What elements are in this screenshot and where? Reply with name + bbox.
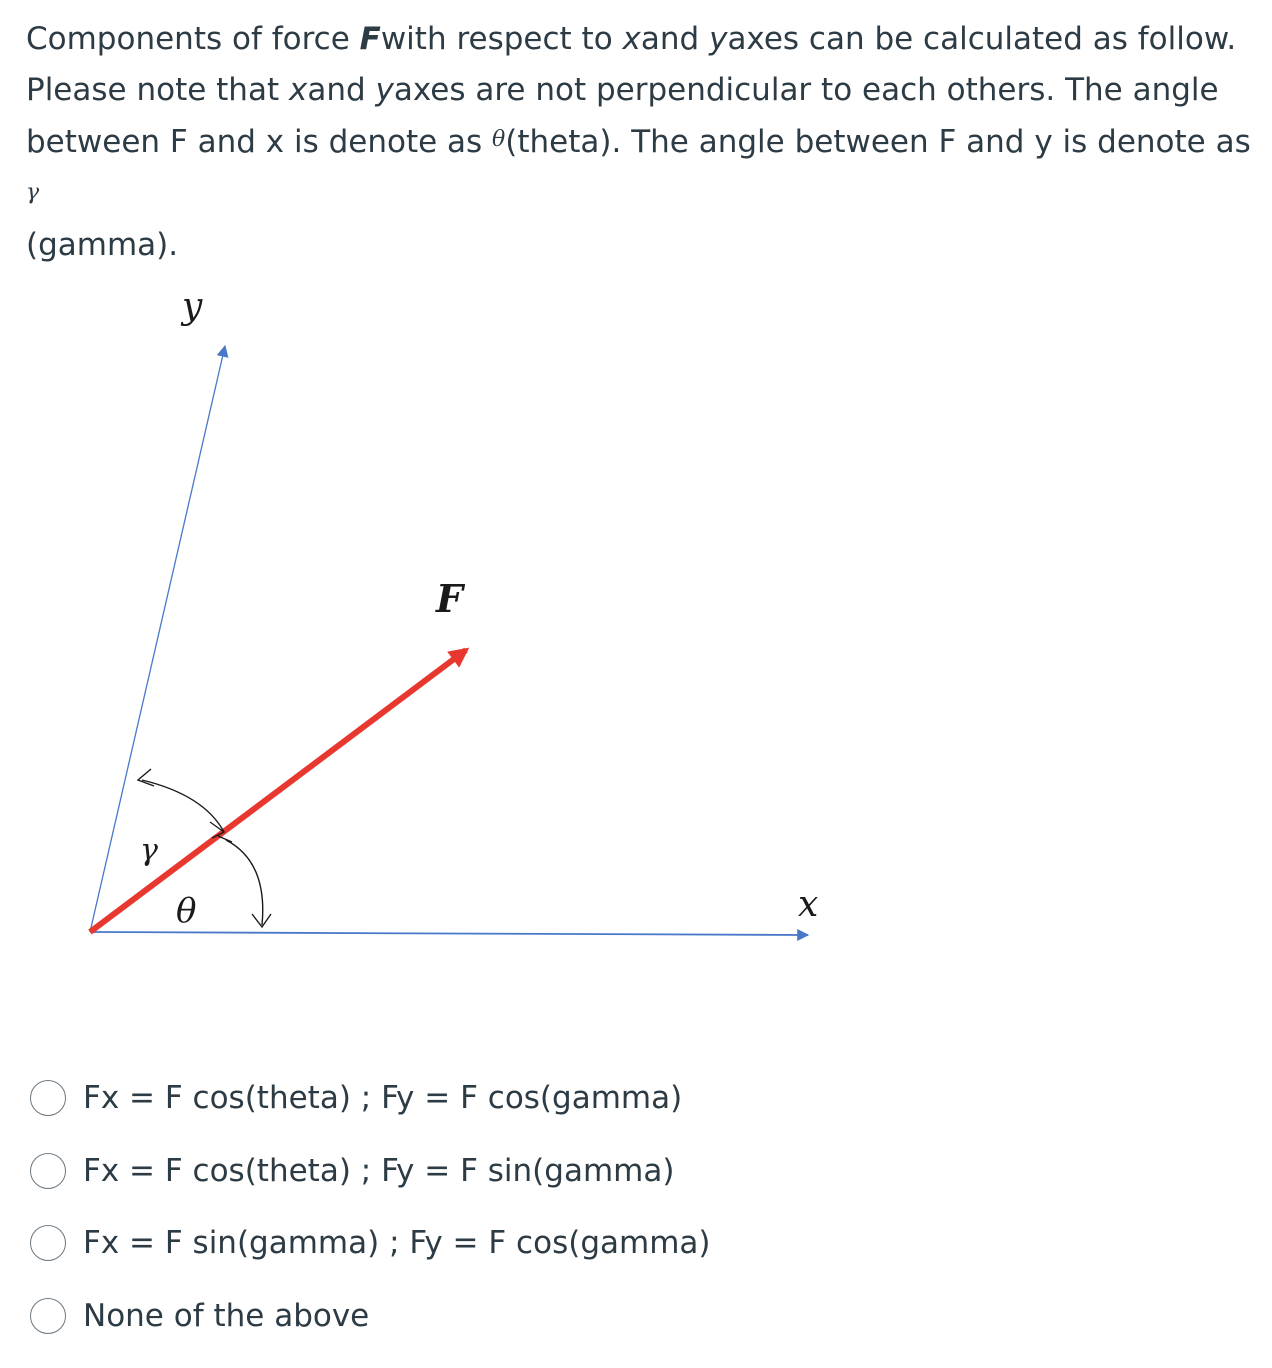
force-vector: [90, 650, 466, 932]
y-variable: y: [375, 71, 394, 108]
answer-option[interactable]: [30, 1207, 710, 1280]
gamma-label: γ: [140, 833, 158, 868]
force-label: F: [436, 576, 463, 621]
gamma-arrowhead: [138, 769, 154, 786]
theta-arc-tick: [218, 836, 232, 842]
theta-arc: [226, 840, 263, 925]
x-variable: x: [288, 71, 308, 108]
y-variable: y: [709, 21, 728, 57]
answer-label: Fx = F sin(gamma) ; Fy = F cos(gamma): [83, 1225, 711, 1262]
radio-button[interactable]: [30, 1080, 66, 1116]
answer-option[interactable]: [30, 1135, 710, 1208]
question-fragment: (gamma).: [26, 227, 179, 263]
answer-label: None of the above: [83, 1297, 370, 1334]
force-diagram: [0, 270, 900, 990]
question-fragment: axes can be calculated as follow. Please note that: [26, 21, 1237, 108]
radio-button[interactable]: [30, 1298, 66, 1334]
question-fragment: and: [640, 21, 710, 57]
question-fragment: (theta). The angle between F and y is denote as: [505, 124, 1251, 160]
x-axis-label: x: [798, 884, 819, 925]
force-variable: F: [359, 21, 381, 57]
question-text: [26, 14, 1256, 271]
x-variable: x: [622, 21, 641, 57]
answer-list: [30, 1062, 710, 1352]
x-axis: [90, 932, 808, 935]
question-fragment: Components of force: [26, 21, 360, 57]
question-fragment: axes are not perpendicular to each others. The angle between F and x is denote as: [26, 71, 1219, 160]
theta-symbol: θ: [492, 127, 506, 152]
y-axis-label: y: [182, 286, 203, 327]
gamma-symbol: γ: [26, 179, 40, 205]
answer-option[interactable]: [30, 1062, 710, 1135]
radio-button[interactable]: [30, 1153, 66, 1189]
radio-button[interactable]: [30, 1225, 66, 1261]
answer-label: Fx = F cos(theta) ; Fy = F sin(gamma): [83, 1152, 675, 1189]
theta-label: θ: [176, 891, 197, 931]
gamma-arc: [142, 780, 224, 832]
theta-arrowhead: [252, 914, 271, 927]
question-fragment: and: [307, 71, 376, 108]
answer-option[interactable]: [30, 1280, 710, 1353]
question-fragment: with respect to: [380, 21, 623, 57]
answer-label: Fx = F cos(theta) ; Fy = F cos(gamma): [83, 1080, 683, 1117]
